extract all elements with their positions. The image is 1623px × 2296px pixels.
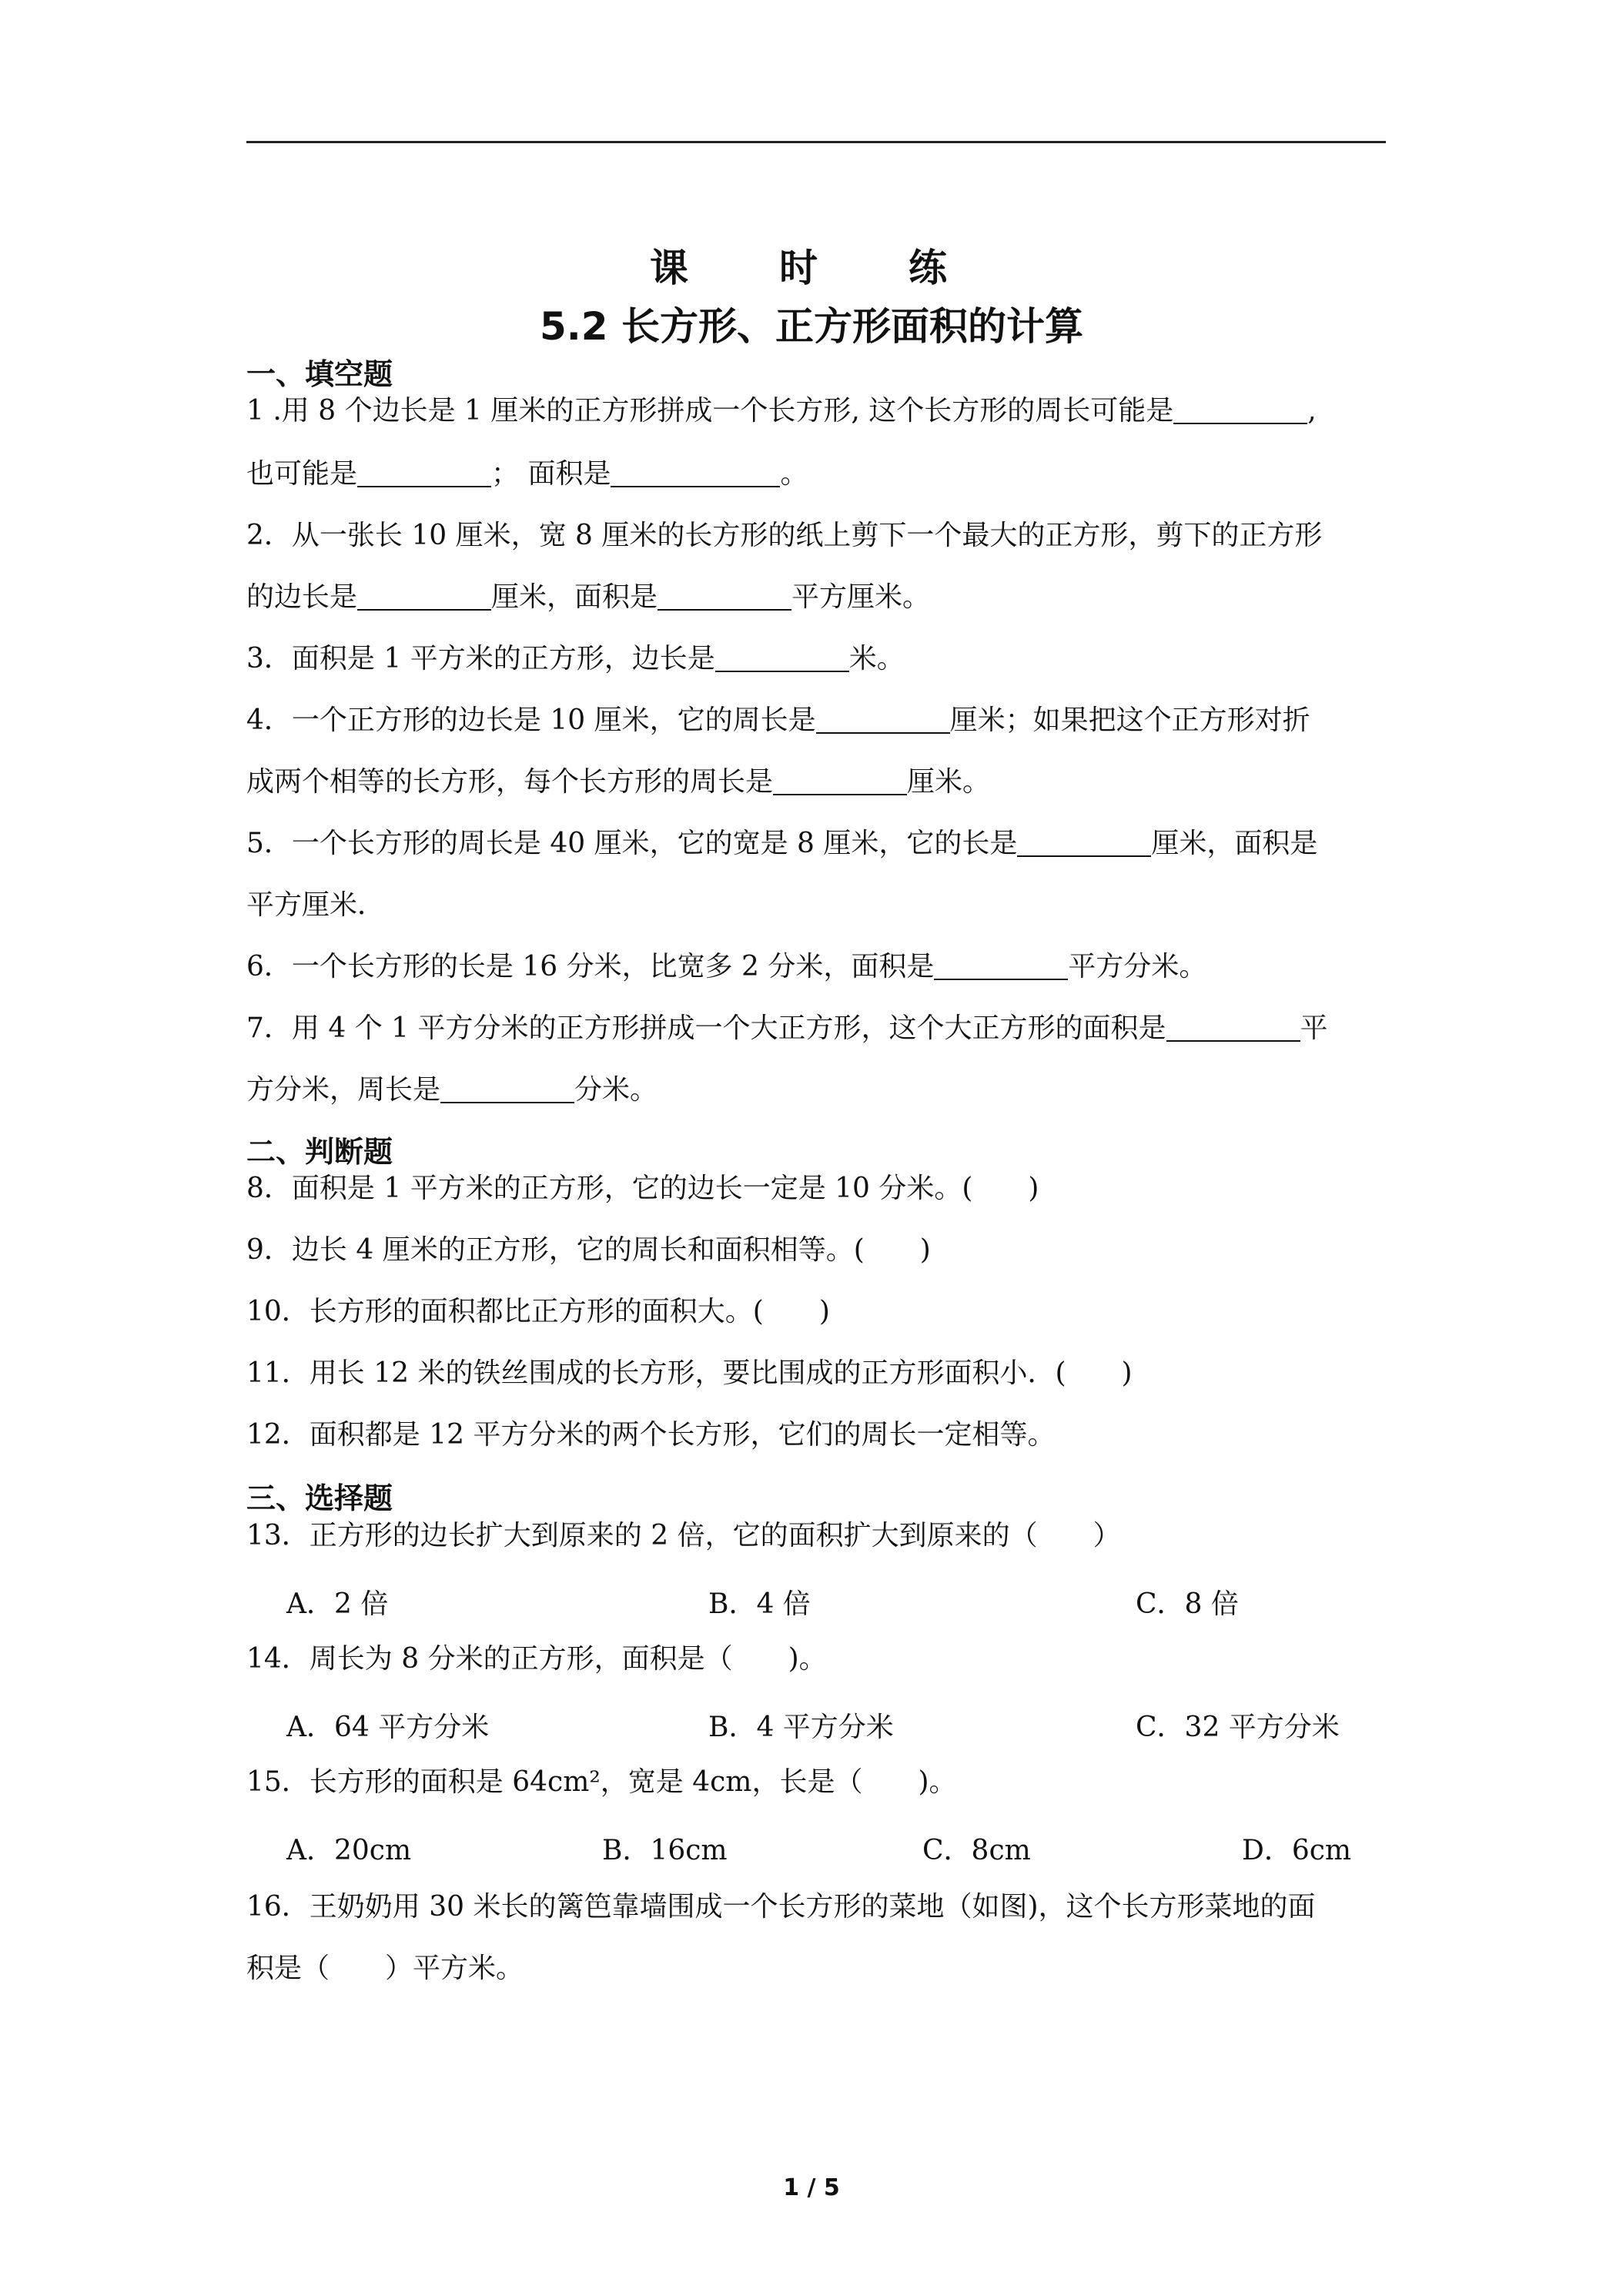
q5-line2: 平方厘米．	[246, 889, 386, 921]
q14-option-a[interactable]: A．64 平方分米	[286, 1712, 490, 1743]
answer-blank[interactable]	[658, 583, 791, 611]
answer-blank[interactable]	[773, 768, 907, 795]
answer-blank[interactable]	[934, 952, 1068, 980]
q14-option-b[interactable]: B．4 平方分米	[708, 1712, 894, 1743]
q11-line: 11．用长 12 米的铁丝围成的长方形，要比围成的正方形面积小．( )	[246, 1357, 1133, 1389]
q12-line: 12．面积都是 12 平方分米的两个长方形，它们的周长一定相等。	[246, 1419, 1056, 1451]
q15-option-a[interactable]: A．20cm	[286, 1835, 412, 1866]
q2-line1: 2．从一张长 10 厘米，宽 8 厘米的长方形的纸上剪下一个最大的正方形，剪下的正方形	[246, 520, 1323, 551]
q5-line1: 5．一个长方形的周长是 40 厘米，它的宽是 8 厘米，它的长是 厘米，面积是	[246, 828, 1318, 859]
q16-line1: 16．王奶奶用 30 米长的篱笆靠墙围成一个长方形的菜地（如图)，这个长方形菜地的面	[246, 1891, 1316, 1923]
answer-blank[interactable]	[440, 1076, 574, 1103]
q9-line: 9．边长 4 厘米的正方形，它的周长和面积相等。( )	[246, 1234, 931, 1266]
answer-blank[interactable]	[1017, 829, 1151, 857]
answer-blank[interactable]	[1173, 397, 1307, 424]
answer-blank[interactable]	[611, 460, 780, 487]
q4-line1: 4．一个正方形的边长是 10 厘米，它的周长是 厘米；如果把这个正方形对折	[246, 705, 1310, 736]
page-title: 课 时 练	[650, 246, 973, 290]
q15-option-c[interactable]: C．8cm	[922, 1835, 1031, 1866]
q13-option-c[interactable]: C．8 倍	[1136, 1588, 1239, 1620]
q3-line: 3．面积是 1 平方米的正方形，边长是 米。	[246, 643, 905, 674]
section-choice-heading: 三、选择题	[246, 1481, 393, 1515]
page-number: 1 / 5	[783, 2174, 840, 2201]
q4-line2: 成两个相等的长方形，每个长方形的周长是 厘米。	[246, 766, 991, 798]
q14-option-c[interactable]: C．32 平方分米	[1136, 1712, 1340, 1743]
q14-line: 14．周长为 8 分米的正方形，面积是（ )。	[246, 1643, 827, 1675]
answer-blank[interactable]	[816, 706, 950, 734]
answer-blank[interactable]	[357, 460, 491, 487]
q1-line1: 1 .用 8 个边长是 1 厘米的正方形拼成一个长方形, 这个长方形的周长可能是 ,	[246, 395, 1317, 427]
q7-line1: 7．用 4 个 1 平方分米的正方形拼成一个大正方形，这个大正方形的面积是 平	[246, 1012, 1328, 1044]
header-rule	[246, 141, 1386, 143]
answer-blank[interactable]	[715, 644, 849, 672]
q13-option-a[interactable]: A．2 倍	[286, 1588, 389, 1620]
answer-blank[interactable]	[1166, 1014, 1300, 1042]
q7-line2: 方分米，周长是 分米。	[246, 1074, 658, 1106]
q13-option-b[interactable]: B．4 倍	[708, 1588, 811, 1620]
q15-option-b[interactable]: B．16cm	[602, 1835, 728, 1866]
section-judge-heading: 二、判断题	[246, 1135, 393, 1169]
q1-line2: 也可能是 ； 面积是 。	[246, 458, 808, 490]
q6-line: 6．一个长方形的长是 16 分米，比宽多 2 分米，面积是 平方分米。	[246, 951, 1207, 982]
q2-line2: 的边长是 厘米，面积是 平方厘米。	[246, 581, 931, 613]
q10-line: 10．长方形的面积都比正方形的面积大。( )	[246, 1296, 830, 1327]
q15-option-d[interactable]: D．6cm	[1242, 1835, 1352, 1866]
page-subtitle: 5.2 长方形、正方形面积的计算	[540, 304, 1083, 349]
section-fill-heading: 一、填空题	[246, 357, 393, 391]
q15-line: 15．长方形的面积是 64cm²，宽是 4cm，长是（ )。	[246, 1766, 957, 1798]
q16-line2: 积是（ ）平方米。	[246, 1953, 524, 1984]
answer-blank[interactable]	[357, 583, 491, 611]
q13-line: 13．正方形的边长扩大到原来的 2 倍，它的面积扩大到原来的（ ）	[246, 1520, 1121, 1551]
q8-line: 8．面积是 1 平方米的正方形，它的边长一定是 10 分米。( )	[246, 1173, 1039, 1204]
